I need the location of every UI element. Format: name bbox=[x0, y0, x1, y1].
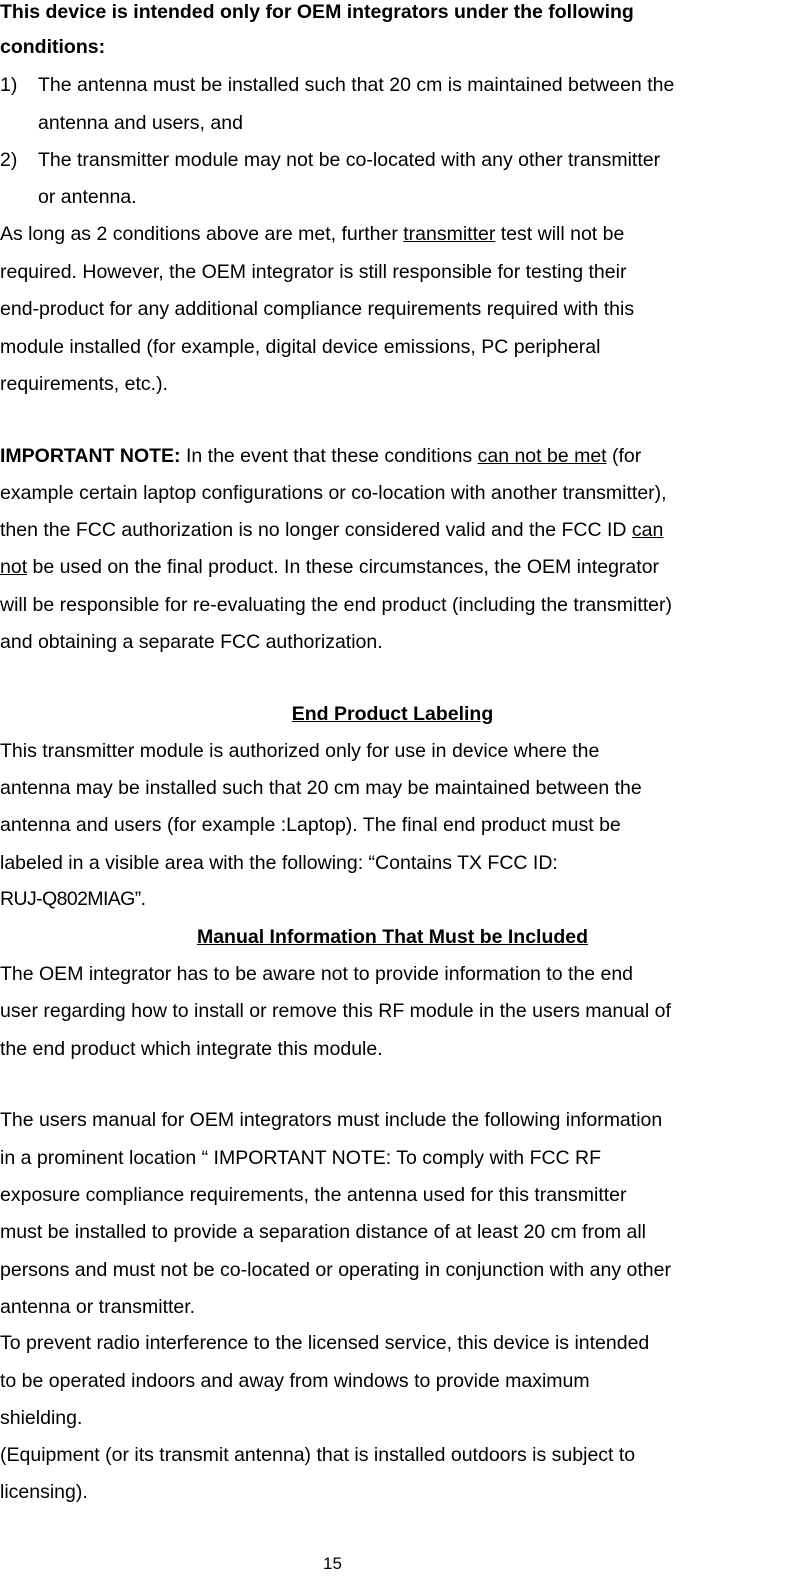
paragraph-line: antenna or transmitter. bbox=[0, 1296, 196, 1318]
paragraph-line: antenna may be installed such that 20 cm may be maintained between the bbox=[0, 777, 642, 799]
paragraph-line: and obtaining a separate FCC authorization. bbox=[0, 631, 383, 653]
paragraph-line: to be operated indoors and away from windows to provide maximum bbox=[0, 1370, 590, 1392]
conditions-heading-line-2: conditions: bbox=[0, 36, 106, 58]
paragraph-line: will be responsible for re-evaluating the end product (including the transmitter) bbox=[0, 594, 673, 616]
list-item-1-line-1: The antenna must be installed such that 20 cm is maintained between the bbox=[38, 74, 675, 96]
list-item-1-line-2: antenna and users, and bbox=[38, 112, 243, 134]
underlined-text: can bbox=[631, 519, 664, 541]
list-item-2-line-1: The transmitter module may not be co-located with any other transmitter bbox=[38, 149, 661, 171]
paragraph-line: must be installed to provide a separation distance of at least 20 cm from all bbox=[0, 1221, 647, 1243]
paragraph-line bbox=[0, 518, 663, 542]
underlined-text: not bbox=[0, 556, 28, 578]
conditions-heading-line-1: This device is intended only for OEM integrators under the following bbox=[0, 1, 634, 23]
underlined-text: transmitter bbox=[403, 223, 496, 245]
text-span: test will not be bbox=[495, 223, 625, 245]
paragraph-line: antenna and users (for example :Laptop). The final end product must be bbox=[0, 814, 621, 836]
paragraph-line: licensing). bbox=[0, 1481, 88, 1503]
section-title-manual-information bbox=[0, 925, 785, 949]
paragraph-line: required. However, the OEM integrator is still responsible for testing their bbox=[0, 261, 627, 283]
paragraph-line: in a prominent location “ IMPORTANT NOTE: To comply with FCC RF bbox=[0, 1147, 602, 1169]
paragraph-line bbox=[0, 555, 659, 579]
section-title-text: End Product Labeling bbox=[291, 703, 494, 725]
fcc-id-line: RUJ-Q802MIAG”. bbox=[0, 888, 146, 910]
paragraph-line: the end product which integrate this module. bbox=[0, 1038, 383, 1060]
underlined-text: can not be met bbox=[477, 445, 607, 467]
section-title-text: Manual Information That Must be Included bbox=[196, 926, 589, 948]
list-item-2-line-2: or antenna. bbox=[38, 186, 137, 208]
paragraph-line: end-product for any additional compliance requirements required with this bbox=[0, 298, 635, 320]
paragraph-line: module installed (for example, digital device emissions, PC peripheral bbox=[0, 336, 601, 358]
paragraph-line: To prevent radio interference to the licensed service, this device is intended bbox=[0, 1332, 650, 1354]
paragraph-line bbox=[0, 222, 624, 246]
list-item-number-2: 2) bbox=[0, 149, 18, 171]
paragraph-line: (Equipment (or its transmit antenna) that is installed outdoors is subject to bbox=[0, 1444, 636, 1466]
paragraph-line: example certain laptop configurations or co-location with another transmitter), bbox=[0, 482, 667, 504]
section-title-end-product-labeling bbox=[0, 702, 785, 726]
important-note-label: IMPORTANT NOTE: bbox=[0, 445, 181, 467]
paragraph-line: labeled in a visible area with the following: “Contains TX FCC ID: bbox=[0, 852, 558, 874]
text-span: (for bbox=[606, 445, 642, 467]
text-span: In the event that these conditions bbox=[180, 445, 478, 467]
page-number: 15 bbox=[323, 1554, 342, 1573]
list-item-number-1: 1) bbox=[0, 74, 18, 96]
paragraph-line: This transmitter module is authorized only for use in device where the bbox=[0, 740, 600, 762]
paragraph-line: shielding. bbox=[0, 1407, 83, 1429]
text-span: be used on the final product. In these circumstances, the OEM integrator bbox=[27, 556, 660, 578]
paragraph-line: exposure compliance requirements, the antenna used for this transmitter bbox=[0, 1184, 627, 1206]
paragraph-line: The users manual for OEM integrators must include the following information bbox=[0, 1109, 663, 1131]
paragraph-line: The OEM integrator has to be aware not to provide information to the end bbox=[0, 963, 634, 985]
paragraph-line: persons and must not be co-located or operating in conjunction with any other bbox=[0, 1259, 671, 1281]
text-span: then the FCC authorization is no longer considered valid and the FCC ID bbox=[0, 519, 632, 541]
text-span: As long as 2 conditions above are met, further bbox=[0, 223, 404, 245]
paragraph-line: user regarding how to install or remove this RF module in the users manual of bbox=[0, 1000, 671, 1022]
paragraph-line: requirements, etc.). bbox=[0, 373, 168, 395]
important-note-line-1 bbox=[0, 444, 641, 468]
